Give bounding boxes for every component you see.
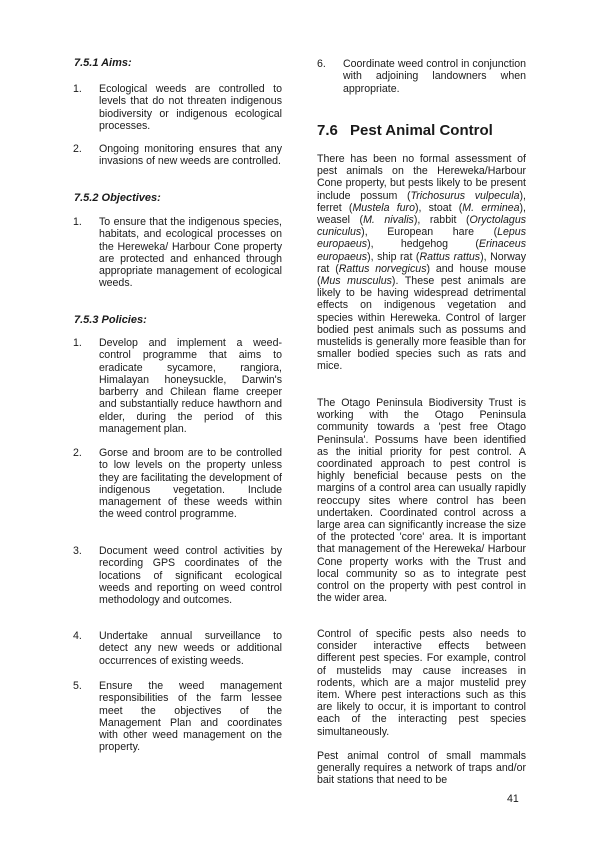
species-name: M. nivalis xyxy=(363,214,414,227)
policy-text: Coordinate weed control in conjunction with adjoining landowners when appropriate. xyxy=(343,58,526,95)
policy-item-6 xyxy=(317,58,526,95)
objective-number: 1. xyxy=(73,216,82,228)
policy-number: 1. xyxy=(73,337,82,349)
objective-item-1 xyxy=(73,216,282,290)
aim-item-1 xyxy=(73,83,282,132)
policy-text: Undertake annual surveillance to detect any new weeds or additional occurrences of existing weeds. xyxy=(99,630,282,667)
text-run: ), European hare ( xyxy=(361,226,498,239)
aim-item-2 xyxy=(73,143,282,168)
species-name: Rattus rattus xyxy=(419,250,481,263)
policy-text: Develop and implement a weed-control programme that aims to eradicate sycamore, rangiora, Himalayan honeysuckle, Darwin's barberry and Chilean flame creeper and substantially reduce hawthorn and elder, during the period of this management plan. xyxy=(99,337,282,436)
policy-text: Ensure the weed management responsibilities of the farm lessee meet the objectives of the Management Plan and coordinates with other weed management on the property. xyxy=(99,680,282,754)
section-number: 7.6 xyxy=(317,122,338,139)
paragraph-3: Control of specific pests also needs to consider interactive effects between different pest species. For example, control of mustelids may cause increases in rodents, which are a major mustelid prey item. Where pest interactions such as this are likely to occur, it is important to control each of the interacting pest species simultaneously. xyxy=(317,628,526,738)
aim-text: Ongoing monitoring ensures that any invasions of new weeds are controlled. xyxy=(99,143,282,168)
policy-item-2 xyxy=(73,447,282,521)
species-name: Rattus norvegicus xyxy=(338,262,427,275)
paragraph-2: The Otago Peninsula Biodiversity Trust is working with the Otago Peninsula community towards a 'pest free Otago Peninsula'. Possums have been identified as the initial priority for pest control. A coordinated approach to pest control is highly beneficial because pests on the margins of a control area can usually rapidly reoccupy sites where control has been undertaken. Coordinated control across a large area can significantly increase the size of the protected 'core' area. It is important that management of the Hereweka/ Harbour Cone property works with the Trust and local community so as to integrate pest control on the property with pest control in the wider area. xyxy=(317,397,526,605)
text-run: ), hedgehog ( xyxy=(367,238,479,251)
page-number: 41 xyxy=(507,793,519,805)
text-run: ), stoat ( xyxy=(414,201,463,214)
policy-text: Gorse and broom are to be controlled to low levels on the property unless they are facilitating the development of indigenous vegetation. Include management of these weeds within the weed control programme. xyxy=(99,447,282,521)
policy-item-1 xyxy=(73,337,282,435)
section-heading xyxy=(317,122,493,140)
policy-number: 4. xyxy=(73,630,82,642)
species-name: Lepus europaeus xyxy=(317,226,526,251)
objectives-heading: 7.5.2 Objectives: xyxy=(74,192,161,204)
species-name: Trichosurus vulpecula xyxy=(410,189,520,202)
species-name: Mus musculus xyxy=(320,275,392,288)
text-run: ) and house mouse ( xyxy=(317,262,526,288)
species-name: Mustela furo xyxy=(352,201,415,214)
paragraph-1 xyxy=(317,153,526,373)
text-run: ), weasel ( xyxy=(317,201,526,227)
section-title: Pest Animal Control xyxy=(350,122,493,139)
policy-number: 5. xyxy=(73,680,82,692)
aim-text: Ecological weeds are controlled to levels that do not threaten indigenous biodiversity or indigenous ecological processes. xyxy=(99,83,282,132)
policy-number: 2. xyxy=(73,447,82,459)
policy-text: Document weed control activities by recording GPS coordinates of the locations of significant ecological weeds and reporting on weed control methodology and outcomes. xyxy=(99,545,282,607)
policy-item-3 xyxy=(73,545,282,606)
policy-item-5 xyxy=(73,680,282,754)
aim-number: 1. xyxy=(73,83,82,95)
aim-number: 2. xyxy=(73,143,82,155)
policy-number: 3. xyxy=(73,545,82,557)
species-name: M. erminea xyxy=(462,201,520,214)
species-name: Erinaceus europaeus xyxy=(317,238,526,263)
policies-heading: 7.5.3 Policies: xyxy=(74,314,147,326)
aims-heading: 7.5.1 Aims: xyxy=(74,57,132,69)
text-run: ). These pest animals are likely to be having widespread detrimental effects on indigenous vegetation and species within Hereweka. Control of larger bodied pest animals such as possums and mustelids is generally more feasible than for smaller bodied species such as rats and mice. xyxy=(317,275,526,373)
policy-item-4 xyxy=(73,630,282,667)
policy-number: 6. xyxy=(317,58,326,70)
paragraph-4: Pest animal control of small mammals generally requires a network of traps and/or bait stations that need to be xyxy=(317,750,526,787)
text-run: ), ship rat ( xyxy=(367,250,420,263)
text-run: ), Norway rat ( xyxy=(317,250,526,275)
text-run: ), rabbit ( xyxy=(413,214,470,227)
species-name: Oryctolagus cuniculus xyxy=(317,214,527,239)
text-run: ), ferret ( xyxy=(317,189,526,214)
text-run: There has been no formal assessment of pest animals on the Hereweka/Harbour Cone property, but pests likely to be present include possum ( xyxy=(317,153,526,202)
objective-text: To ensure that the indigenous species, habitats, and ecological processes on the Hereweka/ Harbour Cone property are protected and enhanced through appropriate management of ecological weeds. xyxy=(99,216,282,290)
